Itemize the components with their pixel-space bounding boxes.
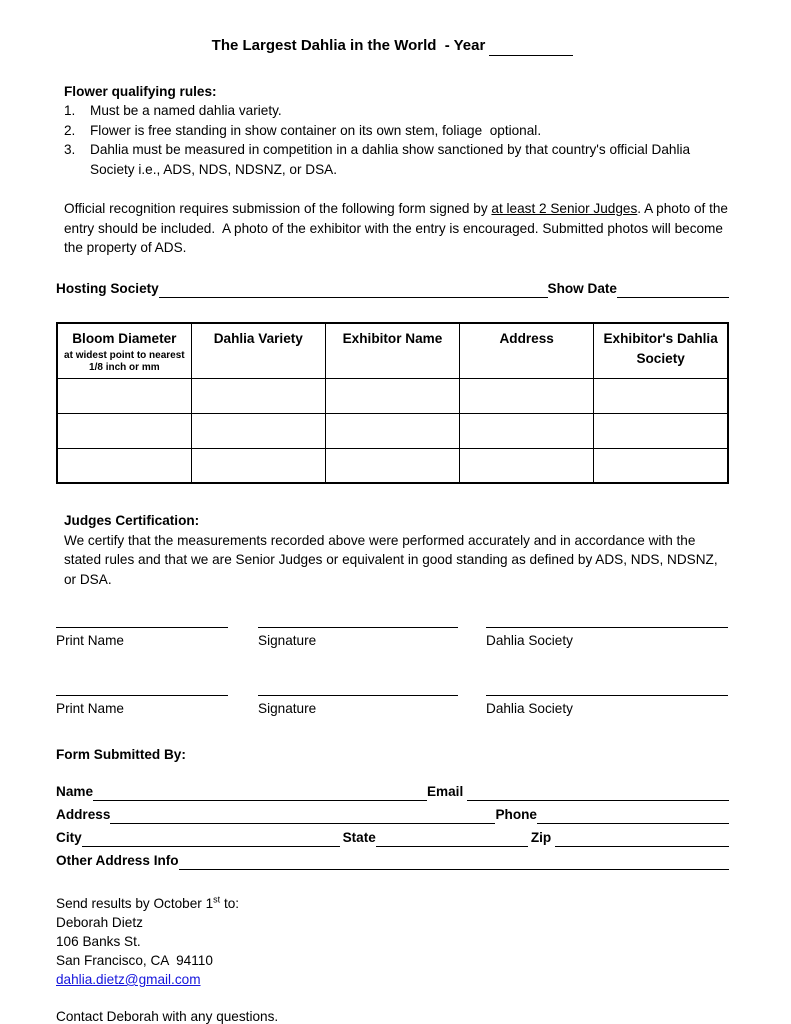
table-row (57, 413, 728, 448)
rule-text: Flower is free standing in show container on its own stem, foliage optional. (90, 122, 542, 138)
recognition-paragraph (64, 199, 732, 258)
table-cell (594, 378, 728, 413)
print-name-label: Print Name (56, 633, 124, 648)
rule-text: Dahlia must be measured in competition in a dahlia show sanctioned by that country's official Dahlia Society i.e., ADS, NDS, NDSNZ, or DSA. (90, 142, 694, 177)
table-cell (460, 378, 594, 413)
name-label: Name (56, 783, 94, 799)
judges-certification-section (64, 511, 729, 589)
state-label: State (342, 829, 376, 845)
column-header-exhibitor-name: Exhibitor Name (325, 323, 459, 378)
city-label: City (56, 829, 82, 845)
table-cell (594, 413, 728, 448)
table-cell (57, 448, 191, 483)
signature-field (258, 616, 458, 651)
print-name-field (56, 616, 228, 651)
other-address-blank-line (179, 855, 729, 870)
certification-heading: Judges Certification: (64, 513, 200, 528)
dahlia-society-label: Dahlia Society (486, 700, 573, 716)
column-header-title: Bloom Diameter (72, 331, 177, 346)
certification-body: We certify that the measurements recorded above were performed accurately and in accordance with the stated rules and that we are Senior Judges or equivalent in good standing as defined by ADS, NDS, NDSNZ, or DSA. (64, 532, 718, 587)
column-header-address: Address (460, 323, 594, 378)
table-cell (191, 378, 325, 413)
recipient-street: 106 Banks St. (56, 934, 141, 949)
other-address-label: Other Address Info (56, 852, 179, 868)
city-blank-line (82, 832, 340, 847)
rule-item-3 (64, 140, 729, 179)
dahlia-society-field (486, 616, 728, 651)
signature-field (258, 684, 458, 719)
zip-blank-line (555, 832, 729, 847)
entry-table-header-row (57, 323, 728, 378)
table-cell (325, 378, 459, 413)
judge-signature-row-2 (56, 684, 729, 719)
name-email-row (56, 782, 729, 802)
table-cell (57, 378, 191, 413)
table-row (57, 378, 728, 413)
recognition-text-1: Official recognition requires submission of the following form signed by (64, 201, 492, 216)
phone-label: Phone (495, 806, 537, 822)
show-date-blank-line (617, 283, 729, 298)
address-phone-row (56, 805, 729, 825)
email-label: Email (426, 783, 467, 799)
rules-heading: Flower qualifying rules: (64, 83, 217, 99)
show-date-label: Show Date (547, 280, 617, 296)
recipient-city-line: San Francisco, CA 94110 (56, 953, 213, 968)
print-name-field (56, 684, 228, 719)
signature-label: Signature (258, 700, 317, 716)
state-blank-line (376, 832, 528, 847)
rule-number: 2. (64, 122, 76, 138)
rule-item-1 (64, 101, 729, 121)
print-name-label: Print Name (56, 700, 124, 716)
recognition-text-2: . A photo of the entry should be included. A photo of the exhibitor with the entry is encouraged. Submitted photos will become the property of ADS. (64, 201, 732, 255)
ordinal-superscript: st (213, 894, 221, 905)
phone-blank-line (537, 809, 729, 824)
table-cell (191, 448, 325, 483)
table-cell (460, 413, 594, 448)
rule-number: 1. (64, 103, 76, 118)
page-title-text: The Largest Dahlia in the World - Year (211, 37, 486, 54)
name-blank-line (93, 786, 427, 801)
rule-number: 3. (64, 142, 76, 157)
column-header-bloom-diameter (57, 323, 191, 378)
column-header-note: at widest point to nearest 1/8 inch or mm (64, 349, 185, 373)
rule-item-2 (64, 121, 729, 141)
submitted-by-heading: Form Submitted By: (56, 747, 186, 762)
address-label: Address (56, 806, 111, 822)
hosting-society-row (56, 279, 729, 299)
dahlia-society-blank-line (486, 616, 728, 628)
column-header-dahlia-variety: Dahlia Variety (191, 323, 325, 378)
judge-signature-row-1 (56, 616, 729, 651)
closing-note: Contact Deborah with any questions. (56, 1008, 279, 1024)
dahlia-society-blank-line (486, 684, 728, 696)
table-row (57, 448, 728, 483)
print-name-blank-line (56, 684, 228, 696)
send-results-intro: Send results by October 1st to: (56, 894, 240, 911)
dahlia-society-label: Dahlia Society (486, 633, 573, 648)
page-title (56, 36, 729, 56)
column-header-exhibitor-society: Exhibitor's Dahlia Society (594, 323, 728, 378)
address-blank-line (110, 809, 495, 824)
email-blank-line (467, 786, 729, 801)
other-address-row (56, 851, 729, 871)
rule-text: Must be a named dahlia variety. (90, 103, 282, 118)
signature-label: Signature (258, 633, 317, 648)
table-cell (57, 413, 191, 448)
recipient-name: Deborah Dietz (56, 915, 143, 930)
city-state-zip-row (56, 828, 729, 848)
dahlia-society-field (486, 684, 728, 719)
table-cell (460, 448, 594, 483)
signature-blank-line (258, 684, 458, 696)
zip-label: Zip (530, 829, 555, 845)
print-name-blank-line (56, 616, 228, 628)
email-link[interactable]: dahlia.dietz@gmail.com (56, 972, 201, 987)
hosting-society-blank-line (159, 283, 548, 298)
year-blank-line (489, 42, 573, 56)
send-results-section (56, 894, 729, 990)
table-cell (594, 448, 728, 483)
entry-table (56, 322, 729, 484)
recognition-underlined-phrase: at least 2 Senior Judges (491, 201, 638, 216)
table-cell (191, 413, 325, 448)
table-cell (325, 448, 459, 483)
signature-blank-line (258, 616, 458, 628)
hosting-society-label: Hosting Society (56, 280, 159, 296)
table-cell (325, 413, 459, 448)
